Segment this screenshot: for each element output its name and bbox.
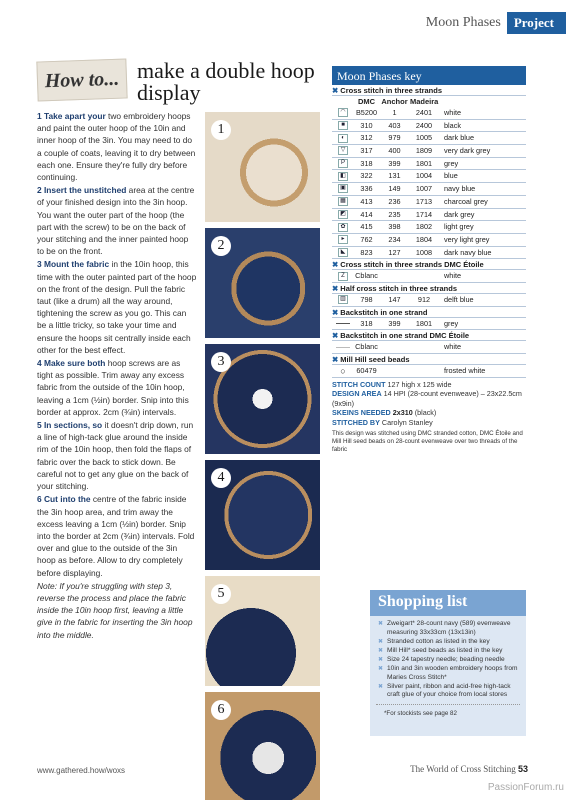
list-item: ✖ Zweigart* 28-count navy (589) evenweave measuring 33x33cm (13x13in) bbox=[378, 620, 520, 637]
page-number: 53 bbox=[517, 764, 528, 774]
key-section: ✖ Cross stitch in three strands bbox=[332, 85, 526, 96]
step-photo bbox=[205, 228, 320, 338]
symbol-icon: ◐ bbox=[338, 134, 348, 143]
madeira-code: 1804 bbox=[415, 234, 433, 244]
step-photo bbox=[205, 692, 320, 800]
key-section: ✖ Half cross stitch in three strands bbox=[332, 283, 526, 294]
colour-name: black bbox=[444, 120, 462, 130]
step-2: 2 Insert the unstitched area at the centre of your finished design into the 3in hoop. You want the outer part of the hoop (the part with the screw) to be on the back of your stitching and the inner painted hoop to be on the front. bbox=[37, 185, 195, 257]
section-header bbox=[426, 12, 566, 34]
dmc-code: 823 bbox=[360, 247, 373, 257]
key-row bbox=[332, 183, 526, 196]
pattern-info: STITCH COUNT 127 high x 125 wide DESIGN AREA 14 HPI (28-count evenweave) – 23x22.5cm (9x9in) SKEINS NEEDED 2x310 (black) STITCHED BY Carolyn Stanley This design was stitched using DMC stranded cotton, DMC Étoile and Mill Hill seed beads on 28-count evenweave over two threads of the fabric bbox=[332, 380, 526, 454]
cross-icon: ✖ bbox=[332, 355, 339, 364]
symbol-icon: ◧ bbox=[338, 172, 348, 181]
cross-icon: ✖ bbox=[332, 260, 339, 270]
thread-key bbox=[332, 66, 526, 454]
anchor-code: 398 bbox=[388, 222, 401, 232]
madeira-code: 1713 bbox=[415, 196, 433, 206]
madeira-code: 1714 bbox=[415, 209, 433, 219]
symbol-icon: ▥ bbox=[338, 295, 348, 304]
anchor-code: 127 bbox=[388, 247, 401, 257]
symbol-icon: P bbox=[338, 159, 348, 168]
symbol-icon: ◩ bbox=[338, 210, 348, 219]
colour-name: blue bbox=[444, 171, 458, 181]
page-title: make a double hoop display bbox=[137, 58, 315, 105]
dmc-code: 317 bbox=[360, 146, 373, 156]
key-section: ✖ Cross stitch in three strands DMC Étoile bbox=[332, 259, 526, 270]
key-row bbox=[332, 221, 526, 234]
symbol-icon: ▦ bbox=[338, 197, 348, 206]
madeira-code: 1005 bbox=[415, 133, 433, 143]
key-column-headers bbox=[332, 96, 526, 107]
step-number: 6 bbox=[211, 700, 231, 720]
cross-icon: ✖ bbox=[332, 283, 339, 293]
dmc-code: 762 bbox=[360, 234, 373, 244]
anchor-code: 131 bbox=[388, 171, 401, 181]
key-row bbox=[332, 209, 526, 222]
anchor-code: 1 bbox=[392, 108, 397, 117]
dmc-code: 318 bbox=[360, 158, 373, 168]
madeira-code: 1801 bbox=[415, 158, 433, 168]
madeira-code: 1802 bbox=[415, 222, 433, 232]
step-3: 3 Mount the fabric in the 10in hoop, this time with the outer painted part of the hoop on the front of the design. Pull the fabric taut (like a drum) all the way around, tightening the screw as you go. This can be a little tricky, so take your time and ensure the hoops sit centrally inside each other for the best effect. bbox=[37, 259, 197, 355]
col-dmc: DMC bbox=[357, 97, 376, 106]
cross-icon: ✖ bbox=[332, 307, 339, 317]
symbol-icon: ◣ bbox=[338, 248, 348, 257]
step-photo bbox=[205, 460, 320, 570]
list-item: ✖ Mill Hill* seed beads as listed in the key bbox=[378, 647, 520, 656]
anchor-code: 979 bbox=[388, 133, 401, 143]
colour-name: dark blue bbox=[444, 133, 475, 143]
colour-name: dark grey bbox=[444, 209, 475, 219]
bead-icon: ○ bbox=[340, 365, 346, 376]
key-row: 318 399 1801 grey bbox=[332, 318, 526, 331]
anchor-code: 400 bbox=[388, 146, 401, 156]
madeira-code: 1007 bbox=[415, 184, 433, 194]
step-photo bbox=[205, 576, 320, 686]
colour-name: charcoal grey bbox=[444, 196, 488, 206]
madeira-code: 1809 bbox=[415, 146, 433, 156]
key-section: ✖ Backstitch in one strand DMC Étoile bbox=[332, 330, 526, 341]
key-row bbox=[332, 158, 526, 171]
key-title: Moon Phases key bbox=[332, 66, 526, 85]
colour-name: very light grey bbox=[444, 234, 490, 244]
dmc-code: B5200 bbox=[355, 108, 378, 117]
key-row bbox=[332, 247, 526, 260]
step-photo bbox=[205, 344, 320, 454]
dmc-code: 415 bbox=[360, 222, 373, 232]
anchor-code: 236 bbox=[388, 196, 401, 206]
madeira-code: 1004 bbox=[415, 171, 433, 181]
key-row bbox=[332, 234, 526, 247]
shopping-items bbox=[370, 616, 526, 700]
colour-name: very dark grey bbox=[444, 146, 491, 156]
how-to-badge: How to... bbox=[36, 58, 127, 101]
dmc-code: 312 bbox=[360, 133, 373, 143]
step-number: 2 bbox=[211, 236, 231, 256]
key-row bbox=[332, 196, 526, 209]
col-madeira: Madeira bbox=[410, 97, 439, 106]
symbol-icon: ■ bbox=[338, 121, 348, 130]
anchor-code: 235 bbox=[388, 209, 401, 219]
dmc-code: 322 bbox=[360, 171, 373, 181]
dmc-code: 310 bbox=[360, 120, 373, 130]
cross-icon: ✖ bbox=[332, 86, 339, 95]
anchor-code: 399 bbox=[388, 158, 401, 168]
step-number: 5 bbox=[211, 584, 231, 604]
dmc-code: 414 bbox=[360, 209, 373, 219]
step-photo bbox=[205, 112, 320, 222]
key-section: ✖ Mill Hill seed beads bbox=[332, 354, 526, 365]
symbol-icon: ▣ bbox=[338, 184, 348, 193]
key-row: ○ 60479 frosted white bbox=[332, 365, 526, 378]
list-item: ✖ Stranded cotton as listed in the key bbox=[378, 638, 520, 647]
dmc-code: 413 bbox=[360, 196, 373, 206]
colour-name: white bbox=[444, 108, 462, 117]
watermark: PassionForum.ru bbox=[487, 782, 564, 793]
dmc-code: 336 bbox=[360, 184, 373, 194]
section-title: Moon Phases bbox=[425, 15, 501, 30]
project-tag: Project bbox=[507, 12, 566, 34]
step-4: 4 Make sure both hoop screws are as tight as possible. Trim away any excess fabric from the outside of the 10in hoop, leaving a 1cm (½in) border. Snip into this border at approx. 2cm (¾in) intervals. bbox=[37, 358, 189, 417]
list-item: ✖ Size 24 tapestry needle; beading needle bbox=[378, 656, 520, 665]
colour-name: navy blue bbox=[444, 184, 476, 194]
key-row bbox=[332, 120, 526, 133]
step-number: 1 bbox=[211, 120, 231, 140]
colour-name: dark navy blue bbox=[444, 247, 492, 257]
key-row: Z Cblanc white bbox=[332, 270, 526, 283]
footer-page: The World of Cross Stitching 53 bbox=[410, 764, 528, 774]
key-row bbox=[332, 170, 526, 183]
list-item: ✖ Silver paint, ribbon and acid-free high-tack craft glue of your choice from local stores bbox=[378, 683, 520, 700]
key-row bbox=[332, 107, 526, 120]
step-1: 1 Take apart your two embroidery hoops and paint the outer hoop of the 10in and inner hoop of the 3in. You may need to do a couple of coats, leaving it to dry between each one. Ensure they're fully dry before continuing. bbox=[37, 111, 196, 183]
key-section: ✖ Backstitch in one strand bbox=[332, 307, 526, 318]
key-rows bbox=[332, 107, 526, 259]
shopping-list bbox=[370, 590, 526, 736]
madeira-code: 1008 bbox=[415, 247, 433, 257]
anchor-code: 234 bbox=[388, 234, 401, 244]
cross-icon: ✖ bbox=[332, 331, 339, 341]
tip-note: Note: If you're struggling with step 3, reverse the process and place the fabric inside the 10in hoop first, leaving a little give in the fabric for inserting the 3in hoop into the middle. bbox=[37, 580, 193, 640]
backstitch-line-icon bbox=[336, 347, 350, 348]
step-5: 5 In sections, so it doesn't drip down, run a line of high-tack glue around the inside rim of the 10in hoop, then fold the flaps of fabric over the back to stick down. Be careful not to get any glue on the back of your stitching. bbox=[37, 420, 194, 492]
step-photos bbox=[205, 112, 320, 800]
colour-name: light grey bbox=[444, 222, 474, 232]
symbol-icon: ◠ bbox=[338, 108, 348, 117]
symbol-icon: ✿ bbox=[338, 223, 348, 232]
col-anchor: Anchor bbox=[381, 97, 408, 106]
colour-name: grey bbox=[444, 158, 459, 168]
key-row bbox=[332, 132, 526, 145]
anchor-code: 149 bbox=[388, 184, 401, 194]
madeira-code: 2401 bbox=[415, 108, 433, 117]
backstitch-line-icon bbox=[336, 323, 350, 324]
anchor-code: 403 bbox=[388, 120, 401, 130]
step-number: 4 bbox=[211, 468, 231, 488]
instructions bbox=[37, 110, 197, 642]
key-note: This design was stitched using DMC stranded cotton, DMC Étoile and Mill Hill seed beads on 28-count evenweave over two threads of the fabric bbox=[332, 429, 523, 453]
stockists-note: *For stockists see page 82 bbox=[376, 704, 520, 717]
key-row: ▥ 798 147 912 delft blue bbox=[332, 294, 526, 307]
symbol-icon: ▸ bbox=[338, 235, 348, 244]
symbol-icon: ▽ bbox=[338, 146, 348, 155]
symbol-icon: Z bbox=[338, 272, 348, 281]
step-6: 6 Cut into the centre of the fabric inside the 3in hoop area, and trim away the excess leaving a 1cm (½in) border. Snip into the border at 2cm (¾in) intervals. Fold over and glue to the outside of the 3in hoop as before. Allow to dry completely before displaying. bbox=[37, 494, 195, 578]
key-row: Cblanc white bbox=[332, 341, 526, 354]
madeira-code: 2400 bbox=[415, 120, 433, 130]
list-item: ✖ 10in and 3in wooden embroidery hoops from Maries Cross Stitch* bbox=[378, 665, 520, 682]
footer-url: www.gathered.how/woxs bbox=[37, 766, 126, 775]
step-number: 3 bbox=[211, 352, 231, 372]
shopping-title: Shopping list bbox=[370, 590, 526, 616]
key-row bbox=[332, 145, 526, 158]
